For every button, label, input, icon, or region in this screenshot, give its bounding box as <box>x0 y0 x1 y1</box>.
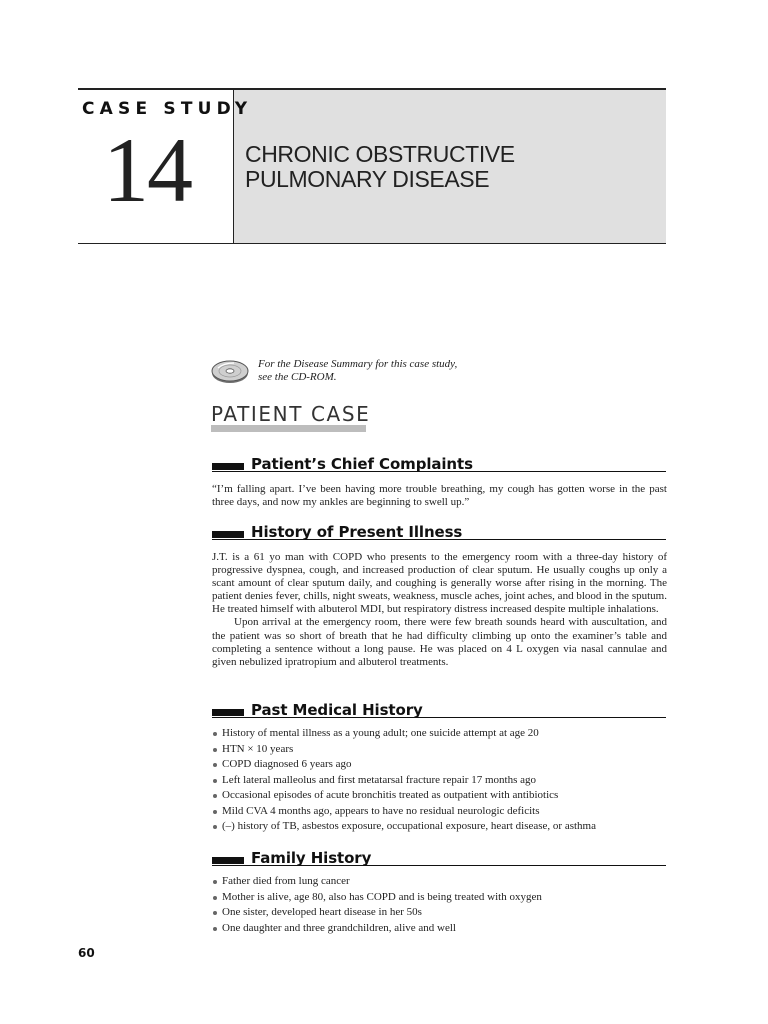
section-past-medical-history <box>212 698 666 718</box>
section-marker <box>212 531 244 538</box>
section-heading: Patient’s Chief Complaints <box>251 455 473 473</box>
title-line-2: PULMONARY DISEASE <box>245 166 490 192</box>
section-marker <box>212 463 244 470</box>
section-marker <box>212 857 244 864</box>
patient-case-underline <box>211 425 366 432</box>
section-family-history <box>212 846 666 866</box>
patient-case-heading: PATIENT CASE <box>211 402 371 426</box>
list-item: One sister, developed heart disease in her 50s <box>212 905 667 921</box>
list-item: Occasional episodes of acute bronchitis treated as outpatient with antibiotics <box>212 788 667 804</box>
cd-note-line-2: see the CD-ROM. <box>258 371 337 383</box>
list-item: History of mental illness as a young adult; one suicide attempt at age 20 <box>212 726 667 742</box>
list-item: Father died from lung cancer <box>212 874 667 890</box>
cd-rom-note <box>258 358 457 384</box>
cd-rom-icon <box>210 359 250 390</box>
header-top-rule <box>78 88 666 90</box>
past-medical-history-list <box>212 726 667 835</box>
section-heading: Family History <box>251 849 372 867</box>
section-heading: Past Medical History <box>251 701 423 719</box>
case-study-label: CASE STUDY <box>82 99 253 119</box>
list-item: One daughter and three grandchildren, alive and well <box>212 921 667 937</box>
page-number: 60 <box>78 946 95 960</box>
family-history-list <box>212 874 667 936</box>
chief-complaints-text: “I’m falling apart. I’ve been having more trouble breathing, my cough has gotten worse in the past three days, and now my ankles are beginning to swell up.” <box>212 483 667 509</box>
case-study-title <box>245 142 515 192</box>
list-item: COPD diagnosed 6 years ago <box>212 757 667 773</box>
list-item: HTN × 10 years <box>212 742 667 758</box>
list-item: Mother is alive, age 80, also has COPD and is being treated with oxygen <box>212 890 667 906</box>
list-item: Left lateral malleolus and first metatarsal fracture repair 17 months ago <box>212 773 667 789</box>
header-bottom-rule <box>78 243 666 244</box>
present-illness-paragraph-1: J.T. is a 61 yo man with COPD who presents to the emergency room with a three-day history of progressive dyspnea, cough, and increased production of clear sputum. He usually coughs up only a scant amount of clear sputum daily, and coughing is generally worse after rising in the morning. The patient denies fever, chills, night sweats, weakness, muscle aches, joint aches, and blood in the sputum. He treated himself with albuterol MDI, but respiratory distress increased despite multiple inhalations. <box>212 551 667 616</box>
section-present-illness <box>212 520 666 540</box>
present-illness-paragraph-2: Upon arrival at the emergency room, there were few breath sounds heard with auscultation, and the patient was so short of breath that he had difficulty climbing up onto the examiner’s table and completing a sentence without a long pause. He was placed on 4 L oxygen via nasal cannulae and given nebulized ipratropium and albuterol treatments. <box>212 616 667 668</box>
section-marker <box>212 709 244 716</box>
section-chief-complaints <box>212 452 666 472</box>
case-study-number: 14 <box>103 119 191 221</box>
list-item: Mild CVA 4 months ago, appears to have no residual neurologic deficits <box>212 804 667 820</box>
list-item: (–) history of TB, asbestos exposure, occupational exposure, heart disease, or asthma <box>212 819 667 835</box>
present-illness-text <box>212 551 667 669</box>
title-line-1: CHRONIC OBSTRUCTIVE <box>245 141 515 167</box>
section-heading: History of Present Illness <box>251 523 463 541</box>
cd-note-line-1: For the Disease Summary for this case study, <box>258 358 458 370</box>
